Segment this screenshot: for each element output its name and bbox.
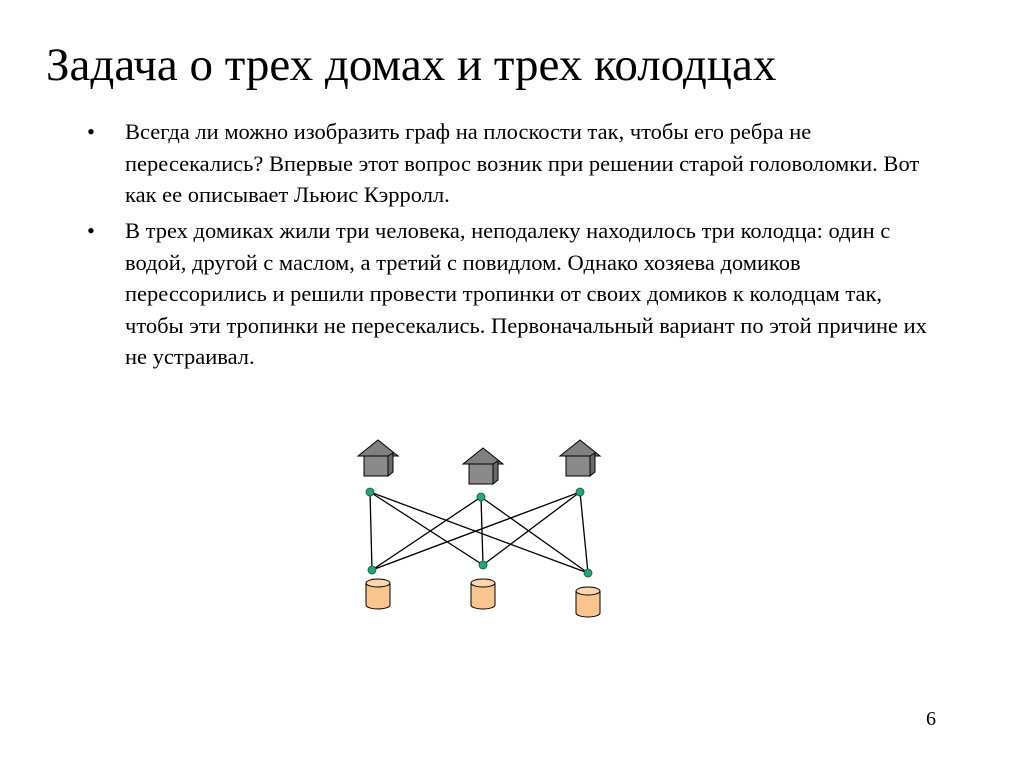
bullet-marker: • [87, 218, 95, 243]
well-node [368, 566, 376, 574]
house-node [477, 493, 485, 501]
house-node [576, 488, 584, 496]
edge [481, 497, 483, 565]
well-icon [471, 579, 495, 609]
well-node [479, 561, 487, 569]
edge [580, 492, 588, 573]
house-icon [463, 448, 503, 484]
well-icon [576, 587, 600, 617]
bullet-text: В трех домиках жили три человека, неподалеку находилось три колодца: один с водой, другой с маслом, а третий с повидлом. Однако хозяева домиков перессорились и решили провести тропинки от своих домиков к колодцам так, чтобы эти тропинки не пересекались. Первоначальный вариант по этой причине их не устраивал. [125, 218, 927, 369]
well-node [584, 569, 592, 577]
edge [372, 497, 481, 570]
house-icon [560, 440, 600, 476]
edge [483, 492, 580, 565]
bullet-marker: • [87, 119, 95, 144]
page-number: 6 [926, 708, 936, 730]
graph-edges [370, 492, 588, 573]
well-icon [366, 579, 390, 609]
edge [370, 492, 483, 565]
edge [370, 492, 588, 573]
house-icon [358, 440, 398, 476]
slide-title: Задача о трех домах и трех колодцах [46, 39, 777, 91]
edge [370, 492, 372, 570]
house-node [366, 488, 374, 496]
bullet-text: Всегда ли можно изобразить граф на плоскости так, чтобы его ребра не пересекались? Впервые этот вопрос возник при решении старой головоломки. Вот как ее описывает Льюис Кэрролл. [125, 119, 920, 207]
